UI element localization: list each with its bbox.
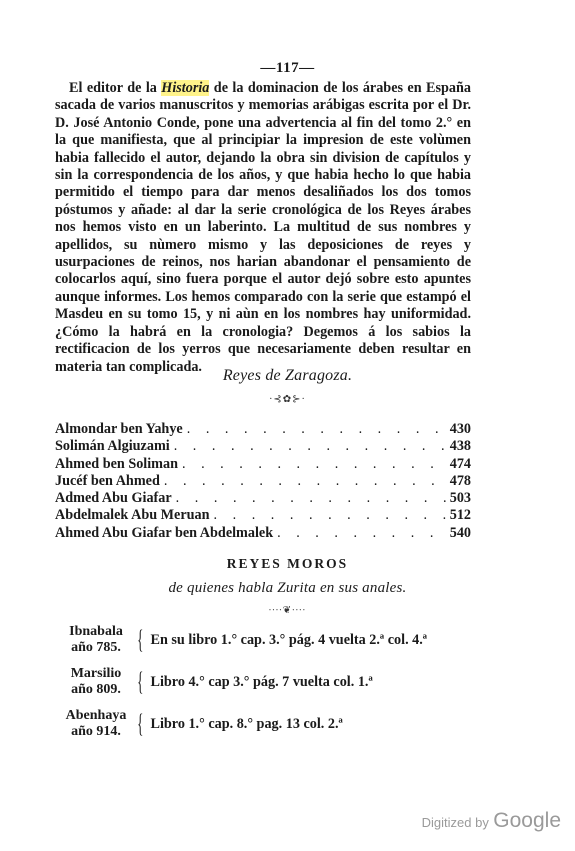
list-item [55,438,471,455]
google-logo: Google [493,809,561,832]
highlighted-word: Historia [161,80,210,96]
paragraph-text-start: El editor de la [69,80,162,96]
dot-leader [176,490,446,507]
list-item [60,624,500,656]
zaragoza-heading: Reyes de Zaragoza. [222,367,353,384]
king-year: 430 [449,421,471,437]
reference-text: Libro 1.° cap. 8.° pag. 13 col. 2.ª [150,715,343,732]
king-entry [60,708,132,740]
dot-leader [214,507,446,524]
paragraph-text-rest: de la dominacion de los árabes en España sacada de varios manuscritos y memorias arábigas escrita por el Dr. D. José Antonio Conde, pone una advertencia al fin del tomo 2.° en la que manifiesta, que al principiar la impresion de este volùmen habia fallecido el autor, dejando la obra sin division de capítulos y sin la correspondencia de los años, y que habia hecho lo que habia permitido el tiempo para dar menos desaliñados los dos tomos póstumos y añade: al dar la serie cronológica de los Reyes árabes nos hemos visto en un laberinto. La multitud de sus nombres y apellidos, su nùmero mismo y las deposiciones de reyes y usurpaciones de reinos, nos harian abandonar el pensamiento de colocarlos aquí, sino fuera porque el autor dejó sobre esto apuntes aunque informes. Los hemos comparado con la serie que estampó el Masdeu en su tomo 15, y ni aùn en los nombres hay uniformidad. ¿Cómo la habrá en la cronologia? Degemos á los sabios la rectificacion de los yerros que necesariamente deben resultar en materia tan complicada. [55,80,471,375]
king-year: año 785. [71,640,121,655]
digitized-watermark [422,809,561,833]
king-entry [60,666,132,698]
list-item [55,525,471,542]
king-name: Abdelmalek Abu Meruan [55,507,210,524]
list-item [60,708,500,740]
king-name: Solimán Algiuzami [55,438,170,455]
king-year: 503 [449,490,471,507]
king-year: 540 [449,524,471,541]
page-number: —117— [260,60,315,76]
reference-text: En su libro 1.° cap. 3.° pág. 4 vuelta 2.ª col. 4.ª [150,631,428,648]
list-item [55,490,471,507]
king-name: Marsilio [70,666,122,681]
king-year: año 809. [71,682,121,697]
brace-icon: { [137,625,144,654]
dot-leader [164,473,446,490]
king-name: Abenhaya [65,708,127,723]
king-name: Ahmed Abu Giafar ben Abdelmalek [55,524,274,541]
watermark-prefix: Digitized by [421,815,489,830]
section-subtitle: de quienes habla Zurita en sus anales. [168,580,407,596]
body-paragraph [55,80,471,376]
king-year: 438 [449,438,471,455]
kings-list [55,421,471,542]
ornament-divider: ·⊰✿⊱· [269,394,306,405]
dot-leader [187,421,446,438]
king-year: 474 [449,455,471,472]
list-item [55,456,471,473]
king-name: Almondar ben Yahye [55,421,183,437]
king-year: 512 [449,507,471,524]
king-name: Admed Abu Giafar [55,490,172,507]
king-year: 478 [449,472,471,489]
king-name: Ibnabala [69,624,123,639]
section-title: REYES MOROS [226,556,349,571]
dot-leader [182,456,446,473]
reference-text: Libro 4.° cap 3.° pág. 7 vuelta col. 1.ª [150,673,373,690]
brace-icon: { [137,709,144,738]
list-item [55,421,471,438]
king-name: Ahmed ben Soliman [55,455,178,472]
list-item [55,507,471,524]
king-entry [60,624,132,656]
dot-leader [277,525,446,542]
king-year: año 914. [71,724,121,739]
king-name: Jucéf ben Ahmed [55,472,160,489]
brace-icon: { [137,667,144,696]
list-item [60,666,500,698]
list-item [55,473,471,490]
dot-leader [174,438,446,455]
ornament-divider: ∙∙∙∙❦∙∙∙∙ [268,605,307,616]
